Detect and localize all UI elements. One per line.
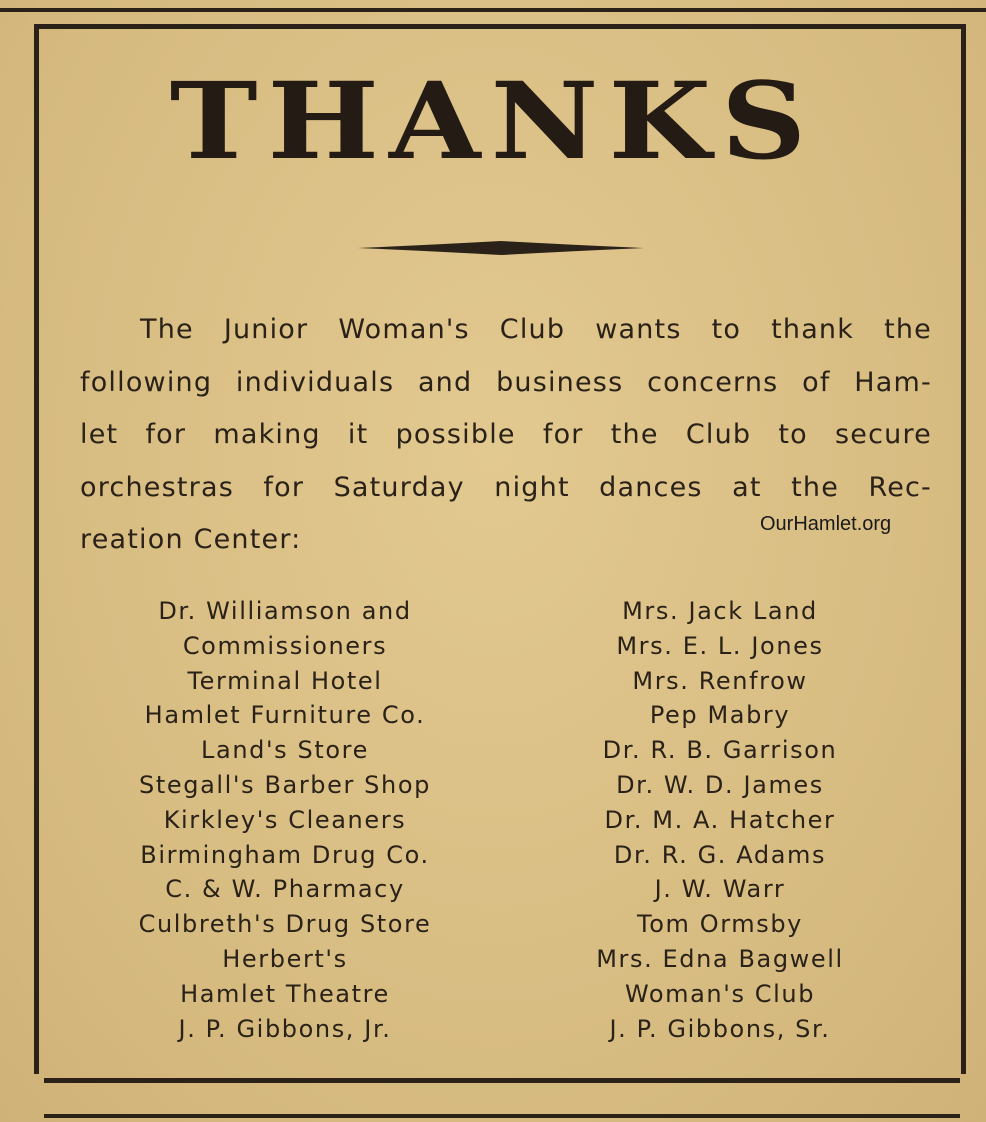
ornament-divider-icon <box>358 240 644 256</box>
list-item: Hamlet Furniture Co. <box>144 701 426 730</box>
top-rule <box>0 8 986 12</box>
bottom-rule <box>44 1114 960 1118</box>
intro-line: orchestras for Saturday night dances at the Rec- <box>80 471 932 503</box>
list-item: Dr. M. A. Hatcher <box>604 805 836 834</box>
list-item: Tom Ormsby <box>637 910 803 939</box>
list-item: Dr. R. G. Adams <box>613 840 827 869</box>
list-item: Dr. W. D. James <box>616 770 824 799</box>
list-item: J. P. Gibbons, Sr. <box>609 1014 831 1043</box>
list-item: Land's Store <box>201 736 369 765</box>
intro-line: The Junior Woman's Club wants to thank the <box>140 314 932 345</box>
list-item: Stegall's Barber Shop <box>139 770 431 799</box>
list-item: Hamlet Theatre <box>180 979 390 1008</box>
list-item: J. W. Warr <box>654 875 786 904</box>
list-item: Dr. R. B. Garrison <box>602 736 838 765</box>
list-item: Dr. Williamson and <box>158 597 412 625</box>
list-item: Kirkley's Cleaners <box>163 805 407 834</box>
list-item: Birmingham Drug Co. <box>140 840 430 869</box>
watermark-text: OurHamlet.org <box>760 513 892 535</box>
list-item: Mrs. Jack Land <box>622 597 818 625</box>
intro-line: let for making it possible for the Club to secure <box>80 419 932 450</box>
thanks-list-right <box>560 594 880 1046</box>
intro-line: following individuals and business concerns of Ham- <box>80 366 932 398</box>
bottom-rule <box>44 1078 960 1083</box>
list-item: Mrs. E. L. Jones <box>616 631 824 660</box>
list-item: Herbert's <box>222 944 348 973</box>
list-item: C. & W. Pharmacy <box>165 875 405 904</box>
list-item: Terminal Hotel <box>187 666 383 695</box>
intro-line: reation Center: <box>80 524 302 555</box>
thanks-list-left <box>120 594 450 1046</box>
list-item: Pep Mabry <box>649 701 791 730</box>
list-item: Commissioners <box>182 631 388 660</box>
list-item: J. P. Gibbons, Jr. <box>178 1014 392 1043</box>
list-item: Woman's Club <box>624 979 816 1008</box>
list-item: Mrs. Renfrow <box>632 666 808 695</box>
list-item: Culbreth's Drug Store <box>138 910 432 939</box>
headline-title: THANKS <box>169 58 817 184</box>
list-item: Mrs. Edna Bagwell <box>596 944 844 973</box>
